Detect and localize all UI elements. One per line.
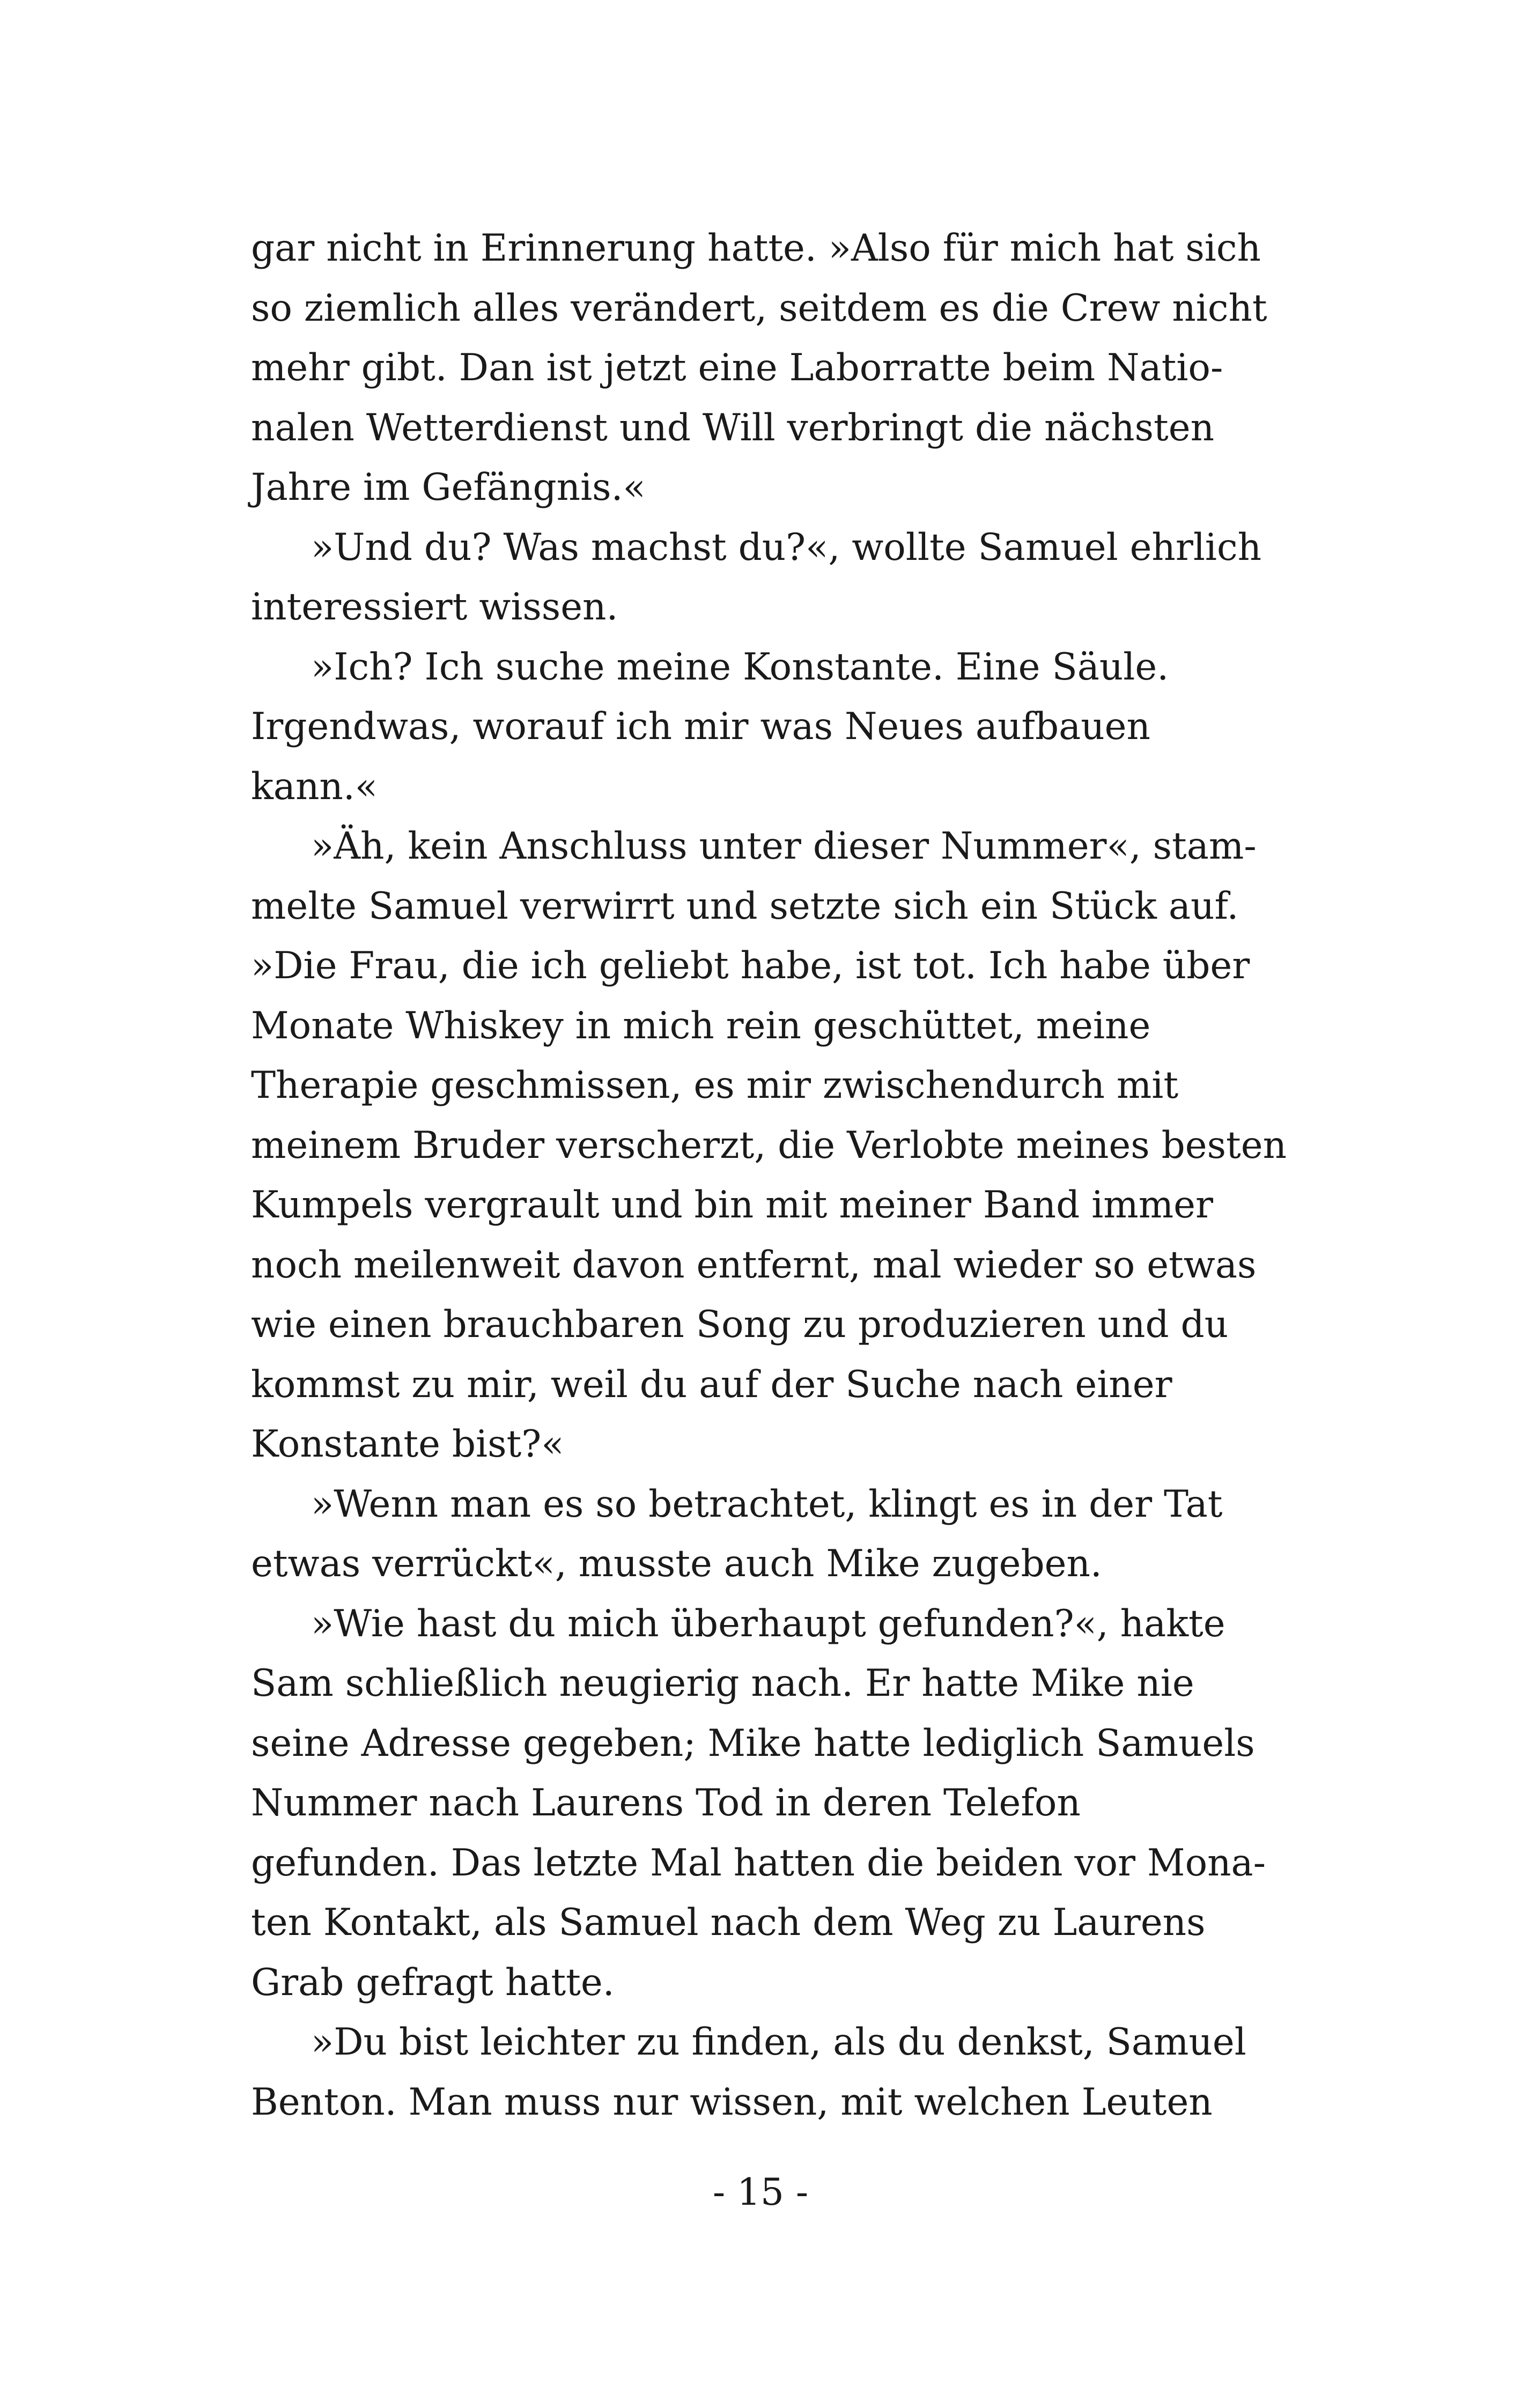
- text-line: nalen Wetterdienst und Will verbringt die nächsten: [251, 406, 1215, 449]
- text-line: interessiert wissen.: [251, 586, 618, 629]
- text-line: Nummer nach Laurens Tod in deren Telefon: [251, 1782, 1081, 1825]
- text-line: »Und du? Was machst du?«, wollte Samuel ehrlich: [311, 526, 1262, 569]
- text-line: Benton. Man muss nur wissen, mit welchen Leuten: [251, 2080, 1213, 2124]
- text-line: »Du bist leichter zu finden, als du denkst, Samuel: [311, 2021, 1246, 2064]
- text-line: gar nicht in Erinnerung hatte. »Also für mich hat sich: [251, 227, 1261, 270]
- text-line: Jahre im Gefängnis.«: [251, 466, 646, 509]
- text-line: wie einen brauchbaren Song zu produzieren und du: [251, 1303, 1229, 1346]
- text-line: Sam schließlich neugierig nach. Er hatte Mike nie: [251, 1662, 1194, 1705]
- text-line: Monate Whiskey in mich rein geschüttet, meine: [251, 1004, 1151, 1047]
- text-line: mehr gibt. Dan ist jetzt eine Laborratte beim Natio-: [251, 346, 1223, 389]
- text-line: »Ich? Ich suche meine Konstante. Eine Säule.: [311, 645, 1169, 689]
- text-line: noch meilenweit davon entfernt, mal wieder so etwas: [251, 1243, 1257, 1287]
- text-line: seine Adresse gegeben; Mike hatte lediglich Samuels: [251, 1722, 1255, 1765]
- text-line: kommst zu mir, weil du auf der Suche nach einer: [251, 1363, 1172, 1406]
- text-line: »Wie hast du mich überhaupt gefunden?«, hakte: [311, 1602, 1225, 1645]
- text-line: »Die Frau, die ich geliebt habe, ist tot. Ich habe über: [251, 944, 1250, 987]
- body-text: [251, 219, 1329, 2132]
- text-line: Grab gefragt hatte.: [251, 1961, 615, 2004]
- text-line: Kumpels vergrault und bin mit meiner Band immer: [251, 1184, 1213, 1227]
- text-line: gefunden. Das letzte Mal hatten die beiden vor Mona-: [251, 1841, 1266, 1885]
- text-line: so ziemlich alles verändert, seitdem es die Crew nicht: [251, 286, 1267, 330]
- text-line: Therapie geschmissen, es mir zwischendurch mit: [251, 1064, 1179, 1107]
- text-line: Konstante bist?«: [251, 1423, 564, 1466]
- text-line: kann.«: [251, 765, 378, 808]
- text-line: etwas verrückt«, musste auch Mike zugeben.: [251, 1542, 1102, 1585]
- text-line: Irgendwas, worauf ich mir was Neues aufbauen: [251, 705, 1150, 748]
- page-number: - 15 -: [712, 2171, 809, 2214]
- text-line: meinem Bruder verscherzt, die Verlobte meines besten: [251, 1124, 1287, 1167]
- text-line: »Äh, kein Anschluss unter dieser Nummer«, stam-: [311, 825, 1257, 868]
- text-line: melte Samuel verwirrt und setzte sich ein Stück auf.: [251, 884, 1239, 928]
- text-line: ten Kontakt, als Samuel nach dem Weg zu Laurens: [251, 1901, 1206, 1944]
- text-line: »Wenn man es so betrachtet, klingt es in der Tat: [311, 1482, 1223, 1526]
